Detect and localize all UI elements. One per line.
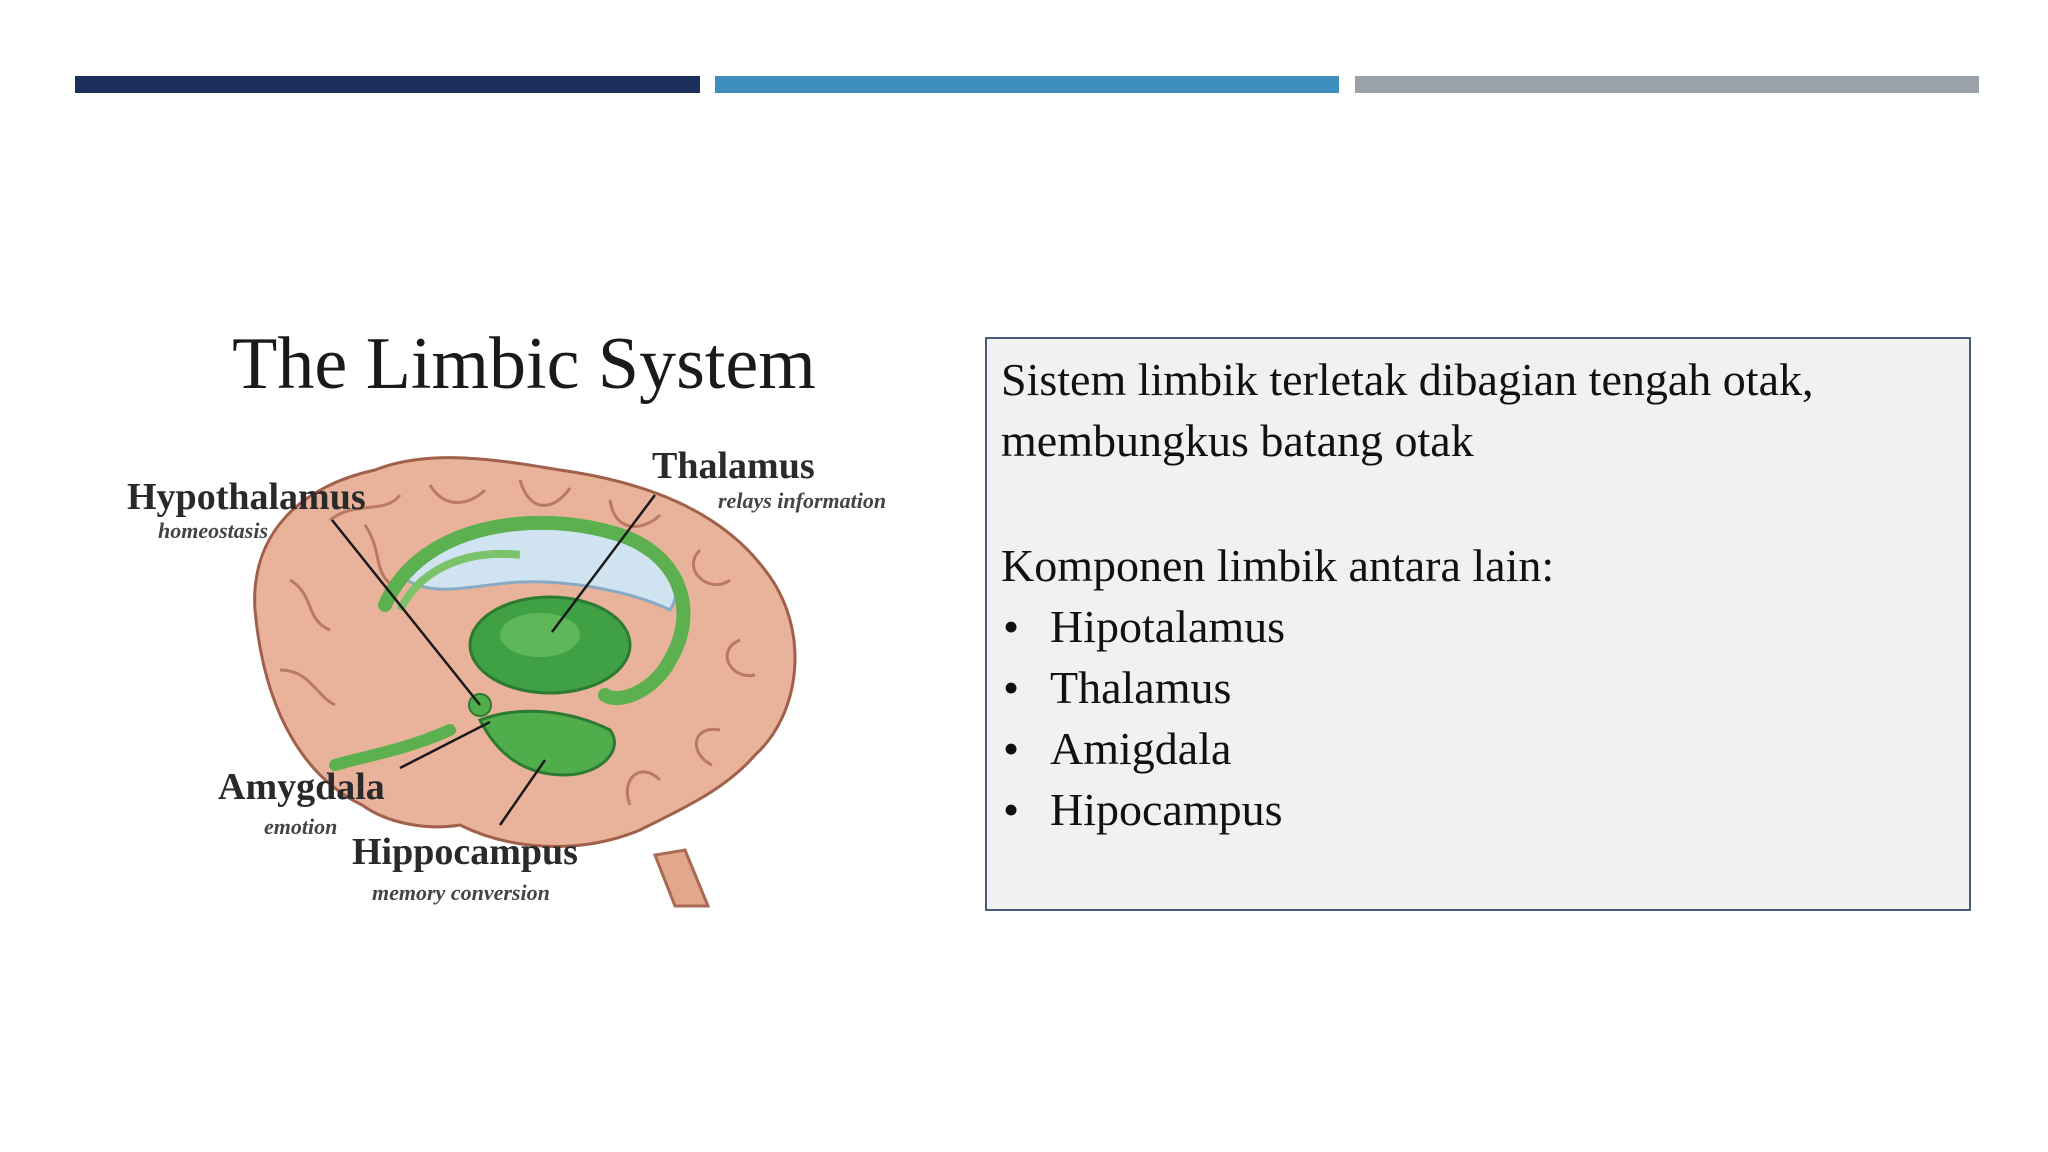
figure-title: The Limbic System — [232, 323, 816, 405]
list-item-label: Amigdala — [1050, 723, 1232, 774]
list-item-label: Hipotalamus — [1050, 601, 1286, 652]
bullet-icon: • — [1003, 784, 1020, 835]
components-heading: Komponen limbik antara lain: — [1001, 540, 1555, 591]
paragraph-spacer — [1001, 471, 1955, 535]
header-bar-navy — [75, 76, 700, 93]
components-list — [1001, 596, 1955, 840]
limbic-system-figure — [100, 310, 940, 910]
list-item — [1001, 718, 1955, 779]
list-item — [1001, 657, 1955, 718]
description-line-1: Sistem limbik terletak dibagian tengah otak, — [1001, 354, 1814, 405]
list-item — [1001, 779, 1955, 840]
bullet-icon: • — [1003, 723, 1020, 774]
thalamus-label: Thalamus — [652, 445, 815, 487]
thalamus-sublabel: relays information — [718, 488, 887, 513]
amygdala-label: Amygdala — [218, 766, 385, 808]
hippocampus-label: Hippocampus — [352, 831, 578, 873]
bullet-icon: • — [1003, 601, 1020, 652]
hippocampus-sublabel: memory conversion — [372, 880, 550, 905]
header-bar-gray — [1355, 76, 1979, 93]
amygdala-sublabel: emotion — [264, 814, 338, 839]
limbic-info-textbox — [985, 337, 1971, 911]
list-item-label: Hipocampus — [1050, 784, 1283, 835]
bullet-icon: • — [1003, 662, 1020, 713]
hypothalamus-sublabel: homeostasis — [158, 518, 269, 543]
list-item — [1001, 596, 1955, 657]
hypothalamus-label: Hypothalamus — [127, 476, 366, 518]
description-line-2: membungkus batang otak — [1001, 415, 1474, 466]
list-item-label: Thalamus — [1050, 662, 1232, 713]
header-bar-blue — [715, 76, 1339, 93]
